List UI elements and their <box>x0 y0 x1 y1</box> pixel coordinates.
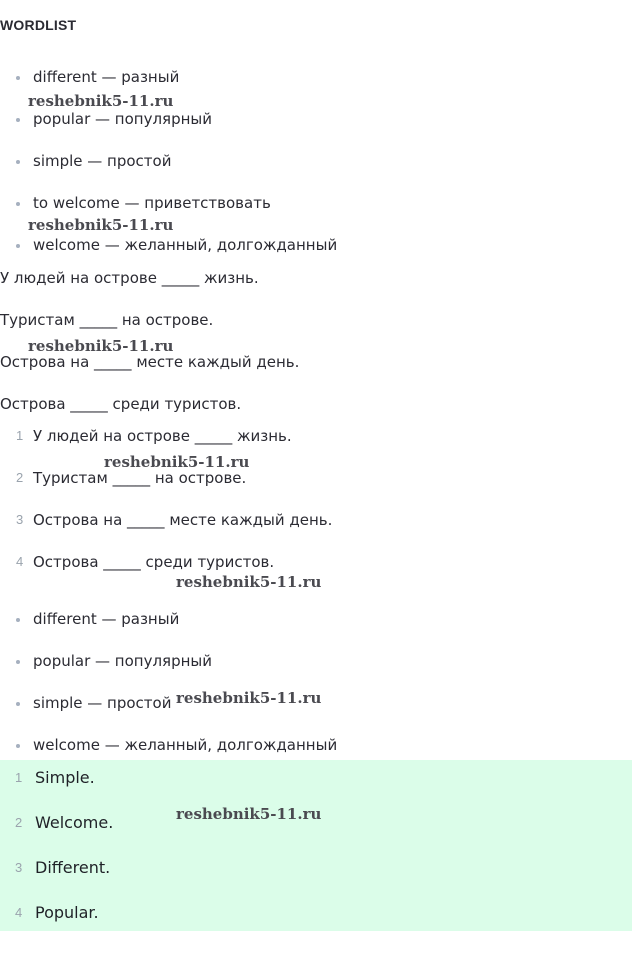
answer-text: Welcome. <box>35 813 114 832</box>
wordlist-item: popular — популярный <box>33 110 212 128</box>
answer-number: 4 <box>15 905 23 920</box>
answer-number: 2 <box>15 815 23 830</box>
sentence-number: 3 <box>16 512 24 527</box>
sentence-number: 1 <box>16 428 24 443</box>
watermark: reshebnik5-11.ru <box>176 689 322 707</box>
watermark: reshebnik5-11.ru <box>104 453 250 471</box>
wordlist-item: welcome — желанный, долгожданный <box>33 736 338 754</box>
numbered-sentence: Острова _____ среди туристов. <box>33 553 275 571</box>
numbered-sentence: Туристам _____ на острове. <box>33 469 247 487</box>
sentence-number: 2 <box>16 470 24 485</box>
answer-number: 1 <box>15 770 23 785</box>
wordlist-item: different — разный <box>33 68 180 86</box>
wordlist-item: welcome — желанный, долгожданный <box>33 236 338 254</box>
watermark: reshebnik5-11.ru <box>176 805 322 823</box>
sentence-number: 4 <box>16 554 24 569</box>
numbered-sentence: У людей на острове _____ жизнь. <box>33 427 292 445</box>
bullet-icon <box>16 744 20 748</box>
answer-number: 3 <box>15 860 23 875</box>
exercise-sentence: Туристам _____ на острове. <box>0 311 214 329</box>
bullet-icon <box>16 618 20 622</box>
wordlist-item: popular — популярный <box>33 652 212 670</box>
watermark: reshebnik5-11.ru <box>176 573 322 591</box>
answer-text: Different. <box>35 858 111 877</box>
bullet-icon <box>16 76 20 80</box>
bullet-icon <box>16 118 20 122</box>
exercise-sentence: Острова на _____ месте каждый день. <box>0 353 300 371</box>
wordlist-item: different — разный <box>33 610 180 628</box>
bullet-icon <box>16 702 20 706</box>
answer-text: Popular. <box>35 903 99 922</box>
answers-panel <box>0 760 632 931</box>
wordlist-item: to welcome — приветствовать <box>33 194 271 212</box>
answer-text: Simple. <box>35 768 95 787</box>
watermark: reshebnik5-11.ru <box>28 337 174 355</box>
bullet-icon <box>16 160 20 164</box>
numbered-sentence: Острова на _____ месте каждый день. <box>33 511 333 529</box>
wordlist-item: simple — простой <box>33 152 172 170</box>
bullet-icon <box>16 244 20 248</box>
exercise-sentence: Острова _____ среди туристов. <box>0 395 242 413</box>
watermark: reshebnik5-11.ru <box>28 92 174 110</box>
wordlist-heading: WORDLIST <box>0 17 77 33</box>
wordlist-item: simple — простой <box>33 694 172 712</box>
bullet-icon <box>16 202 20 206</box>
bullet-icon <box>16 660 20 664</box>
exercise-sentence: У людей на острове _____ жизнь. <box>0 269 259 287</box>
watermark: reshebnik5-11.ru <box>28 216 174 234</box>
